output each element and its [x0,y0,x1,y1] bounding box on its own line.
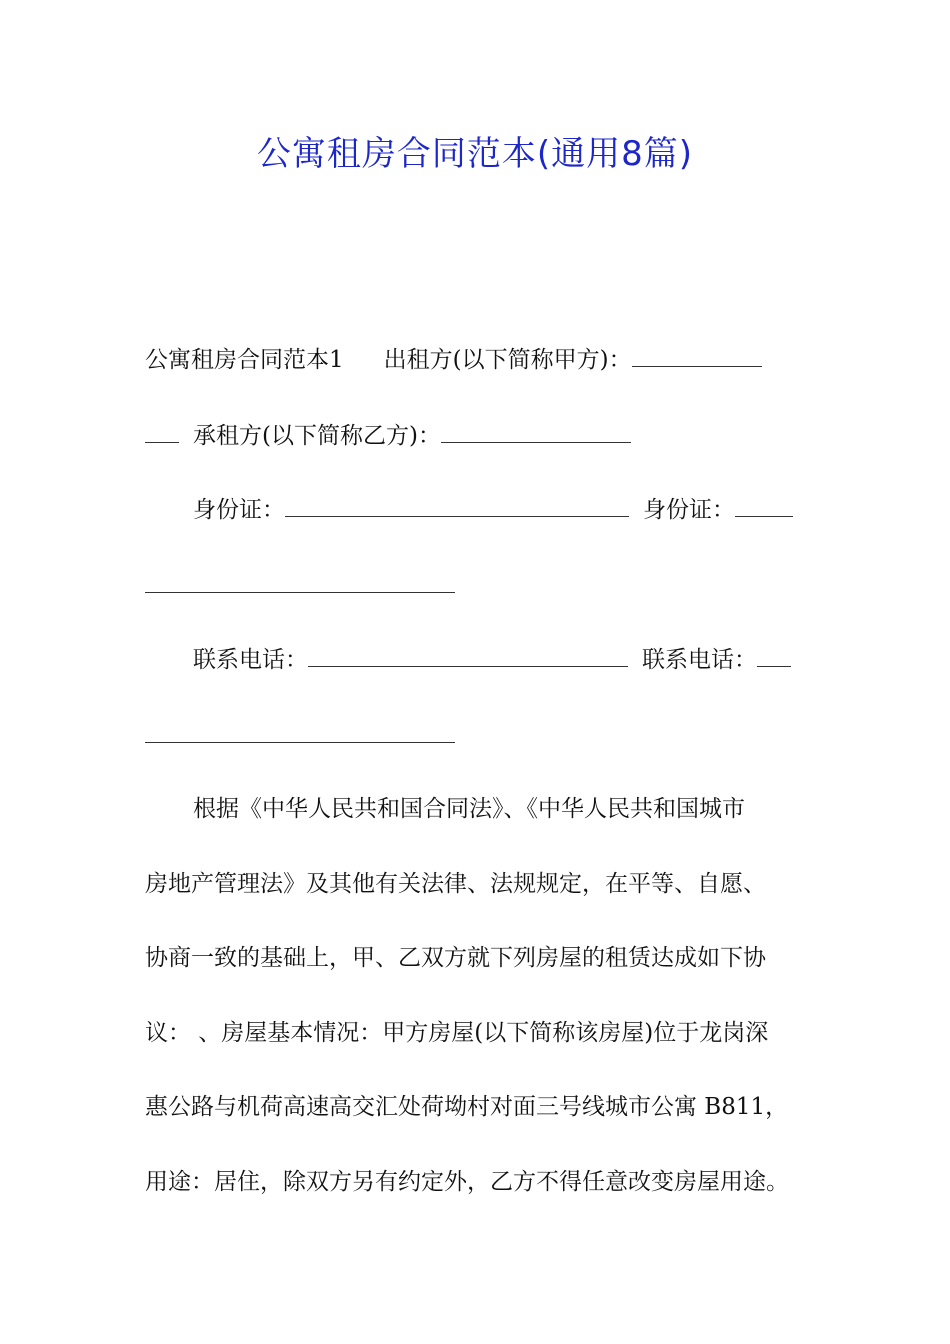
lessee-blank [441,420,631,443]
document-title: 公寓租房合同范本(通用8篇) [256,134,694,174]
id-label-lessee: 身份证： [643,497,735,523]
body-line: 协商一致的基础上，甲、乙双方就下列房屋的租赁达成如下协 [145,945,766,971]
id-label-lessor: 身份证： [193,497,285,523]
lessor-blank-continued [145,420,179,443]
id-line-continued [145,570,455,602]
phone-blank-lessee [757,644,791,667]
body-line: 议： 、房屋基本情况：甲方房屋(以下简称该房屋)位于龙岗深 [145,1020,769,1046]
lessor-label: 出租方(以下简称甲方)： [383,347,632,373]
phone-line-continued [145,720,455,752]
lessor-blank [632,344,762,367]
phone-blank-lessor [308,644,628,667]
body-line: 房地产管理法》及其他有关法律、法规规定，在平等、自愿、 [145,871,766,897]
body-line: 用途：居住，除双方另有约定外，乙方不得任意改变房屋用途。 [145,1169,789,1195]
phone-blank-lessee-continued [145,720,455,743]
id-blank-lessor [285,494,629,517]
party-line-lessee [145,420,631,452]
party-line-lessor [145,344,762,376]
phone-label-lessor: 联系电话： [193,647,308,673]
id-blank-lessee [735,494,793,517]
lessee-label: 承租方(以下简称乙方)： [193,423,441,449]
id-blank-lessee-continued [145,570,455,593]
phone-line [193,644,791,676]
body-line: 根据《中华人民共和国合同法》、《中华人民共和国城市 [193,796,745,822]
section-heading: 公寓租房合同范本1 [145,347,344,373]
body-line: 惠公路与机荷高速高交汇处荷坳村对面三号线城市公寓 B811， [145,1094,789,1120]
id-line [193,494,793,526]
phone-label-lessee: 联系电话： [642,647,757,673]
